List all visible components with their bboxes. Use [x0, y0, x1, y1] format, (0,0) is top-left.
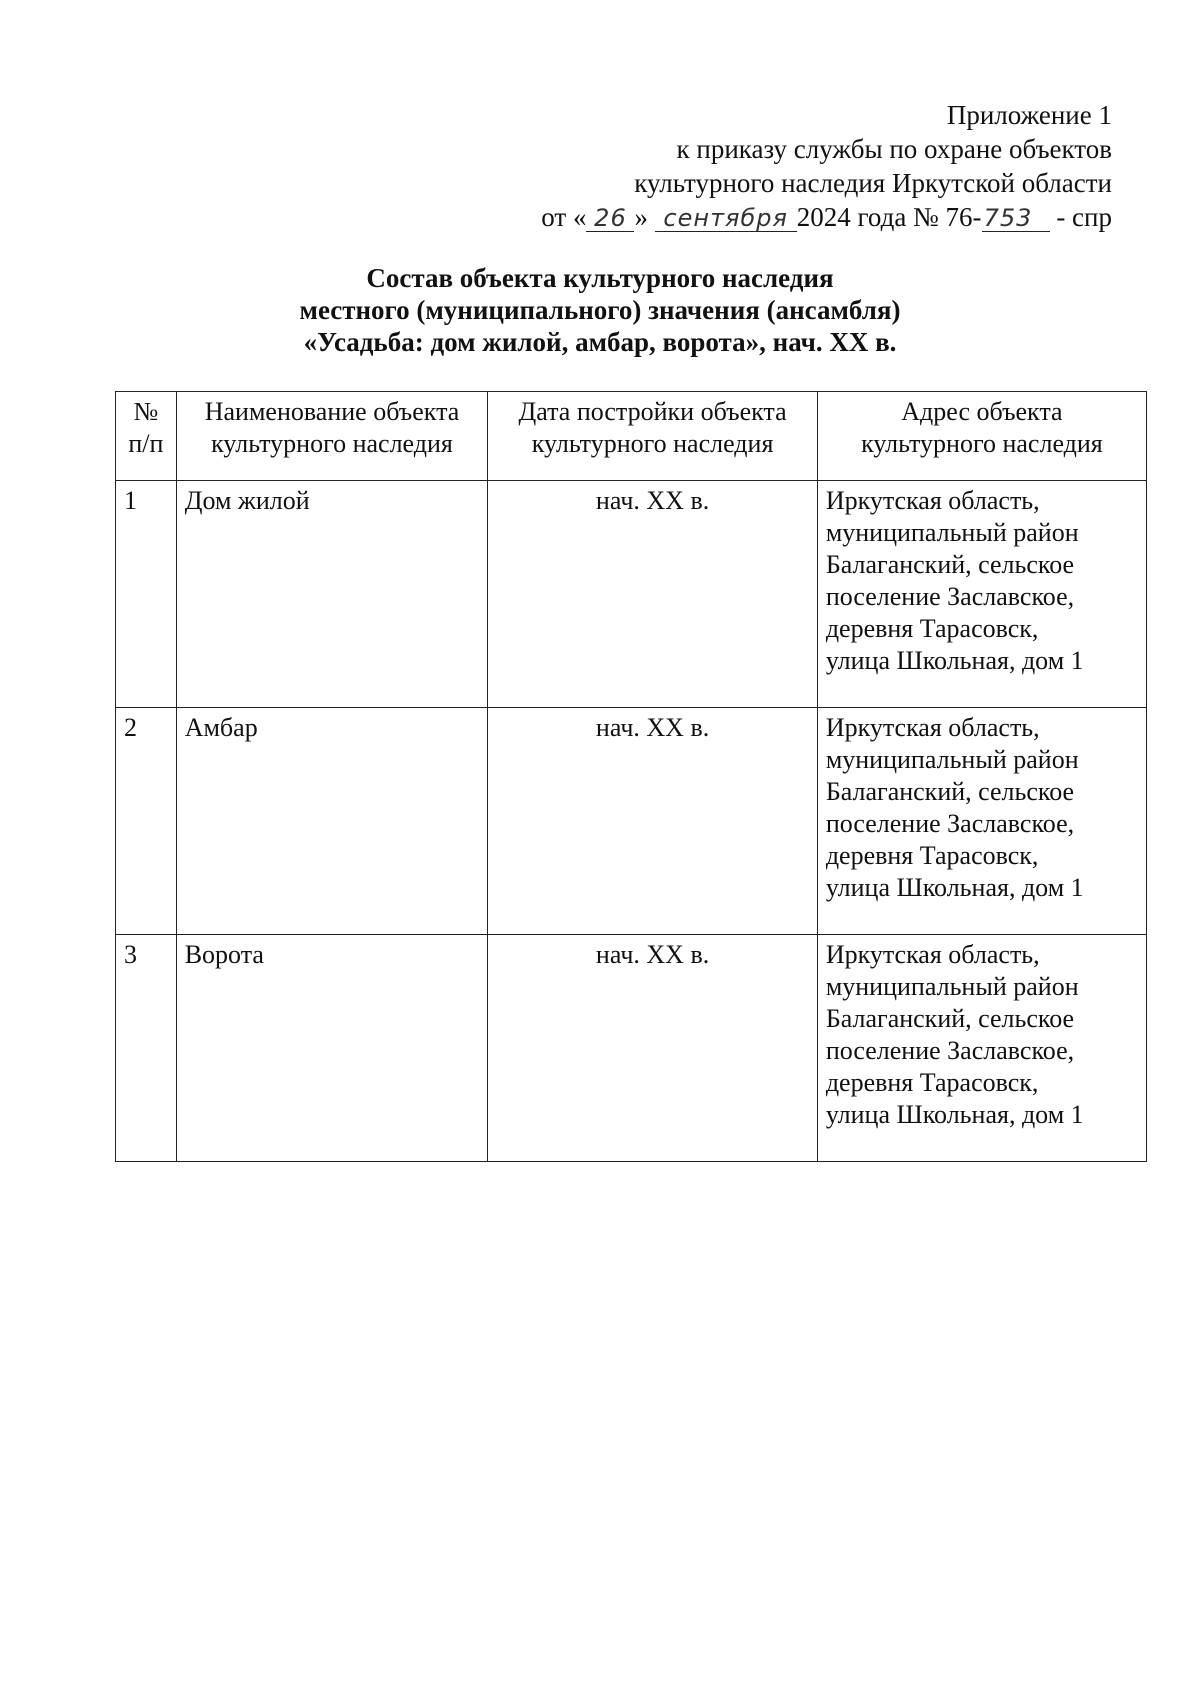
handwritten-month: сентября [655, 205, 797, 232]
header-num: № п/п [116, 392, 177, 481]
appendix-header [492, 98, 1112, 234]
row-address: Иркутская область, муниципальный район Балаганский, сельское поселение Заславское, деревня Тарасовск, улица Школьная, дом 1 [817, 481, 1146, 708]
handwritten-order-number: 753 [982, 205, 1050, 232]
title-line-3: «Усадьба: дом жилой, амбар, ворота», нач. XX в. [303, 327, 897, 357]
header-name: Наименование объекта культурного наследия [176, 392, 488, 481]
row-name: Дом жилой [176, 481, 488, 708]
header-date: Дата постройки объекта культурного наследия [488, 392, 817, 481]
title-line-2: местного (муниципального) значения (ансамбля) [299, 295, 901, 325]
order-suffix: - спр [1056, 202, 1112, 232]
handwritten-day: 26 [586, 205, 634, 232]
row-address: Иркутская область, муниципальный район Балаганский, сельское поселение Заславское, деревня Тарасовск, улица Школьная, дом 1 [817, 708, 1146, 935]
order-date-number-line [492, 200, 1112, 234]
order-date-mid: » [634, 202, 648, 232]
row-date: нач. XX в. [488, 935, 817, 1162]
row-name: Ворота [176, 935, 488, 1162]
table-row [116, 708, 1147, 935]
document-title [160, 262, 1040, 358]
row-date: нач. XX в. [488, 481, 817, 708]
appendix-label: Приложение 1 [946, 100, 1112, 130]
table-header-row [116, 392, 1147, 481]
order-year-text: 2024 года № 76- [796, 202, 982, 232]
issuing-authority-line: культурного наследия Иркутской области [634, 168, 1112, 198]
order-reference-line: к приказу службы по охране объектов [676, 134, 1112, 164]
row-num: 3 [116, 935, 177, 1162]
row-name: Амбар [176, 708, 488, 935]
order-date-prefix: от « [541, 202, 587, 232]
row-num: 1 [116, 481, 177, 708]
row-num: 2 [116, 708, 177, 935]
header-address: Адрес объекта культурного наследия [817, 392, 1146, 481]
table-row [116, 935, 1147, 1162]
row-date: нач. XX в. [488, 708, 817, 935]
heritage-objects-table [115, 391, 1147, 1162]
row-address: Иркутская область, муниципальный район Балаганский, сельское поселение Заславское, деревня Тарасовск, улица Школьная, дом 1 [817, 935, 1146, 1162]
title-line-1: Состав объекта культурного наследия [366, 263, 834, 293]
table-row [116, 481, 1147, 708]
